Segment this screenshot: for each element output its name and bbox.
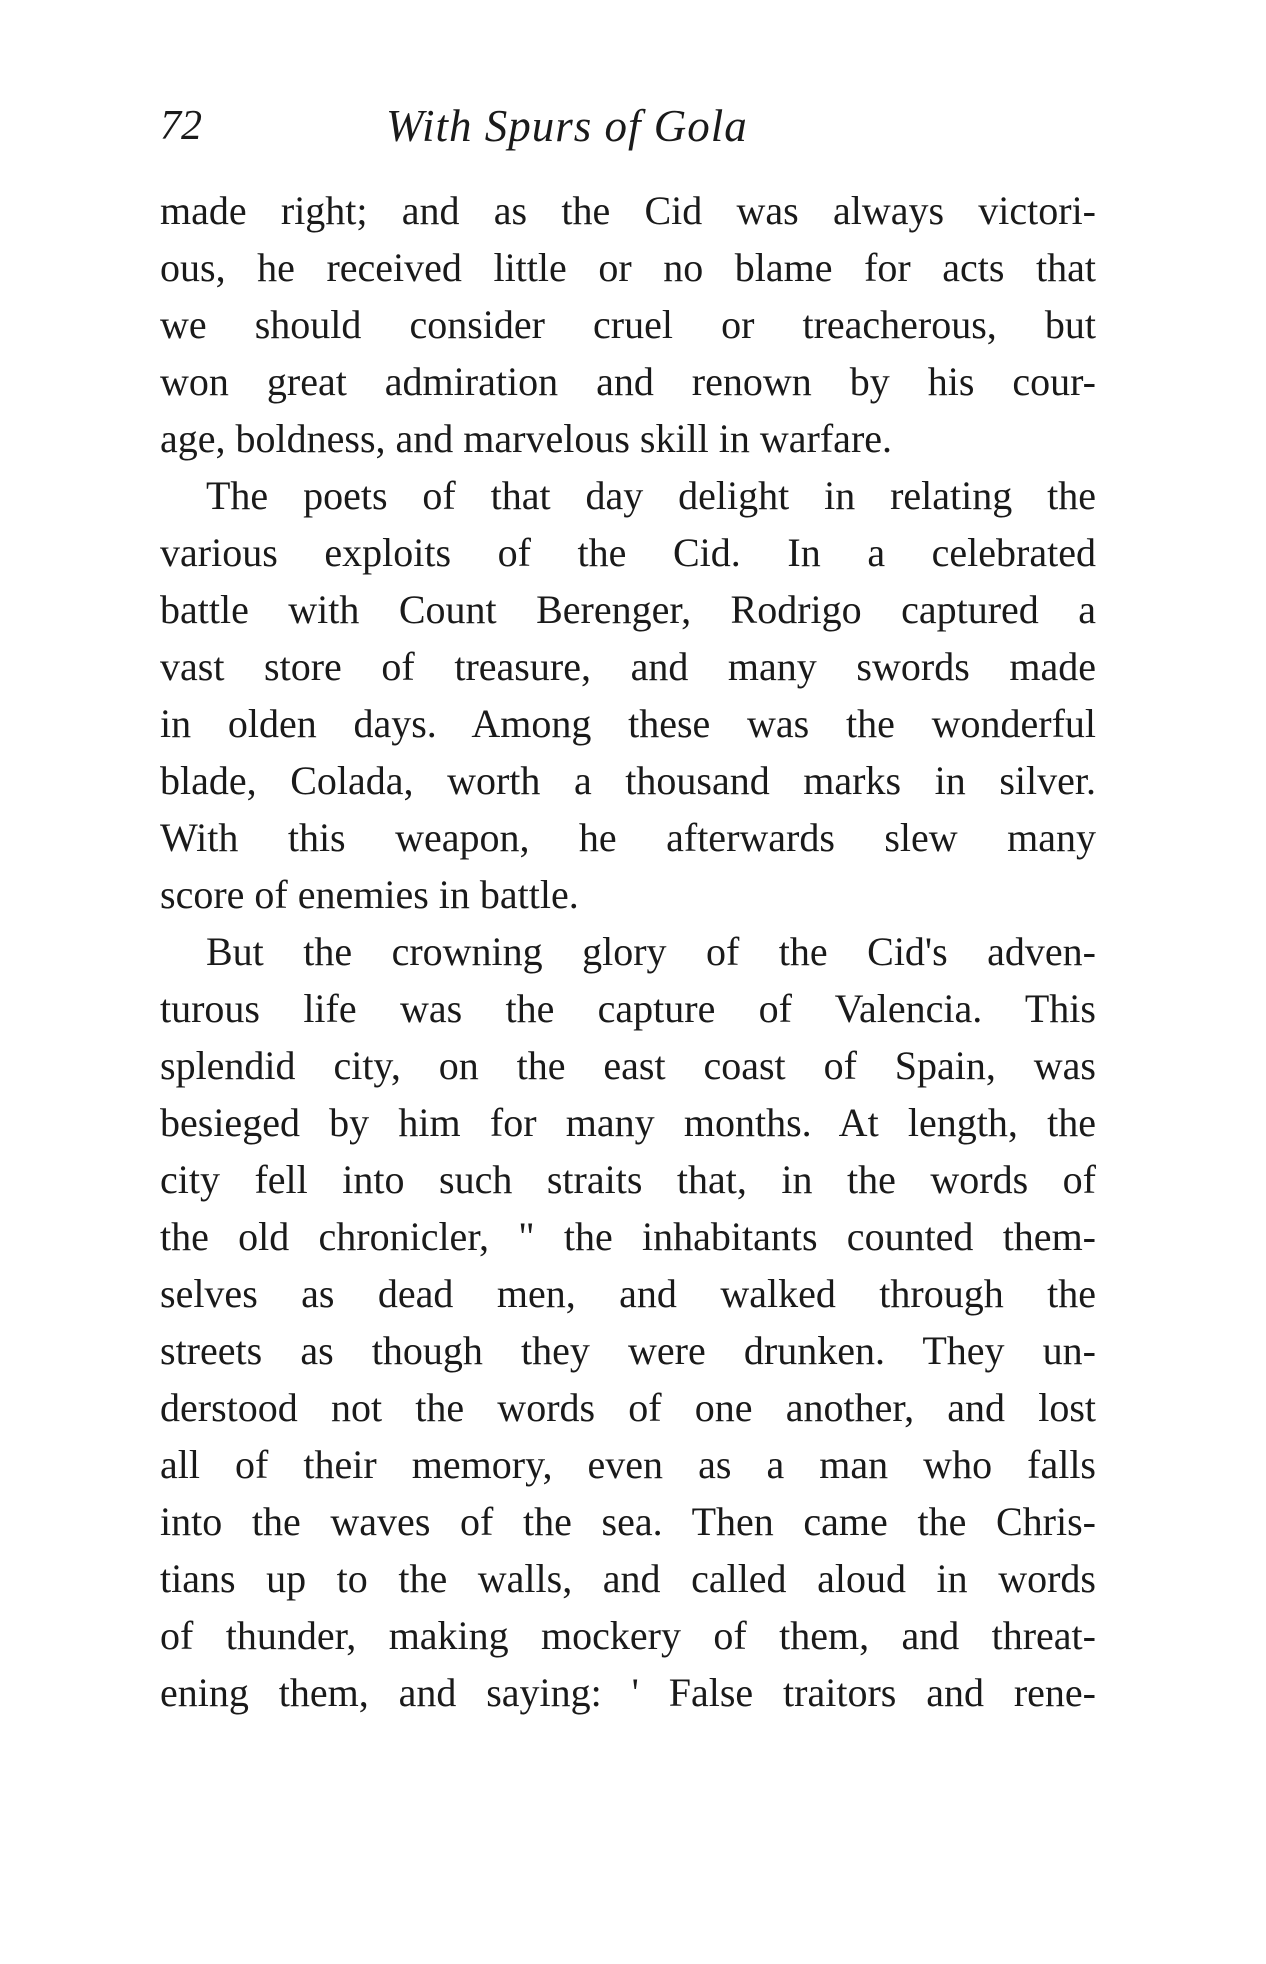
text-line: derstood not the words of one another, and lost	[160, 1385, 1096, 1430]
text-line: score of enemies in battle.	[160, 872, 579, 917]
text-line: ening them, and saying: ' False traitors and rene-	[160, 1670, 1096, 1715]
text-line: all of their memory, even as a man who falls	[160, 1442, 1096, 1487]
text-line: made right; and as the Cid was always victori-	[160, 188, 1096, 233]
text-line: the old chronicler, " the inhabitants counted them-	[160, 1214, 1096, 1259]
text-line: turous life was the capture of Valencia. This	[160, 986, 1096, 1031]
text-line: ous, he received little or no blame for acts that	[160, 245, 1096, 290]
text-line: city fell into such straits that, in the words of	[160, 1157, 1096, 1202]
text-line: besieged by him for many months. At length, the	[160, 1100, 1096, 1145]
text-line: into the waves of the sea. Then came the Chris-	[160, 1499, 1096, 1544]
text-line: in olden days. Among these was the wonderful	[160, 701, 1096, 746]
running-title: With Spurs of Gola	[386, 101, 748, 151]
text-line: various exploits of the Cid. In a celebrated	[160, 530, 1096, 575]
text-line: The poets of that day delight in relating the	[206, 473, 1096, 518]
text-line: tians up to the walls, and called aloud in words	[160, 1556, 1096, 1601]
text-line: splendid city, on the east coast of Spain, was	[160, 1043, 1096, 1088]
text-line: vast store of treasure, and many swords made	[160, 644, 1096, 689]
text-line: won great admiration and renown by his cour-	[160, 359, 1096, 404]
running-head	[160, 96, 1100, 156]
text-line: age, boldness, and marvelous skill in warfare.	[160, 416, 893, 461]
text-line: battle with Count Berenger, Rodrigo captured a	[160, 587, 1096, 632]
text-line: streets as though they were drunken. They un-	[160, 1328, 1096, 1373]
text-line: With this weapon, he afterwards slew many	[160, 815, 1096, 860]
page-number: 72	[160, 103, 202, 149]
text-line: we should consider cruel or treacherous, but	[160, 302, 1096, 347]
body-text	[160, 182, 1096, 1721]
text-line: blade, Colada, worth a thousand marks in silver.	[160, 758, 1096, 803]
text-line: selves as dead men, and walked through the	[160, 1271, 1096, 1316]
text-line: But the crowning glory of the Cid's adven-	[206, 929, 1096, 974]
text-line: of thunder, making mockery of them, and threat-	[160, 1613, 1096, 1658]
